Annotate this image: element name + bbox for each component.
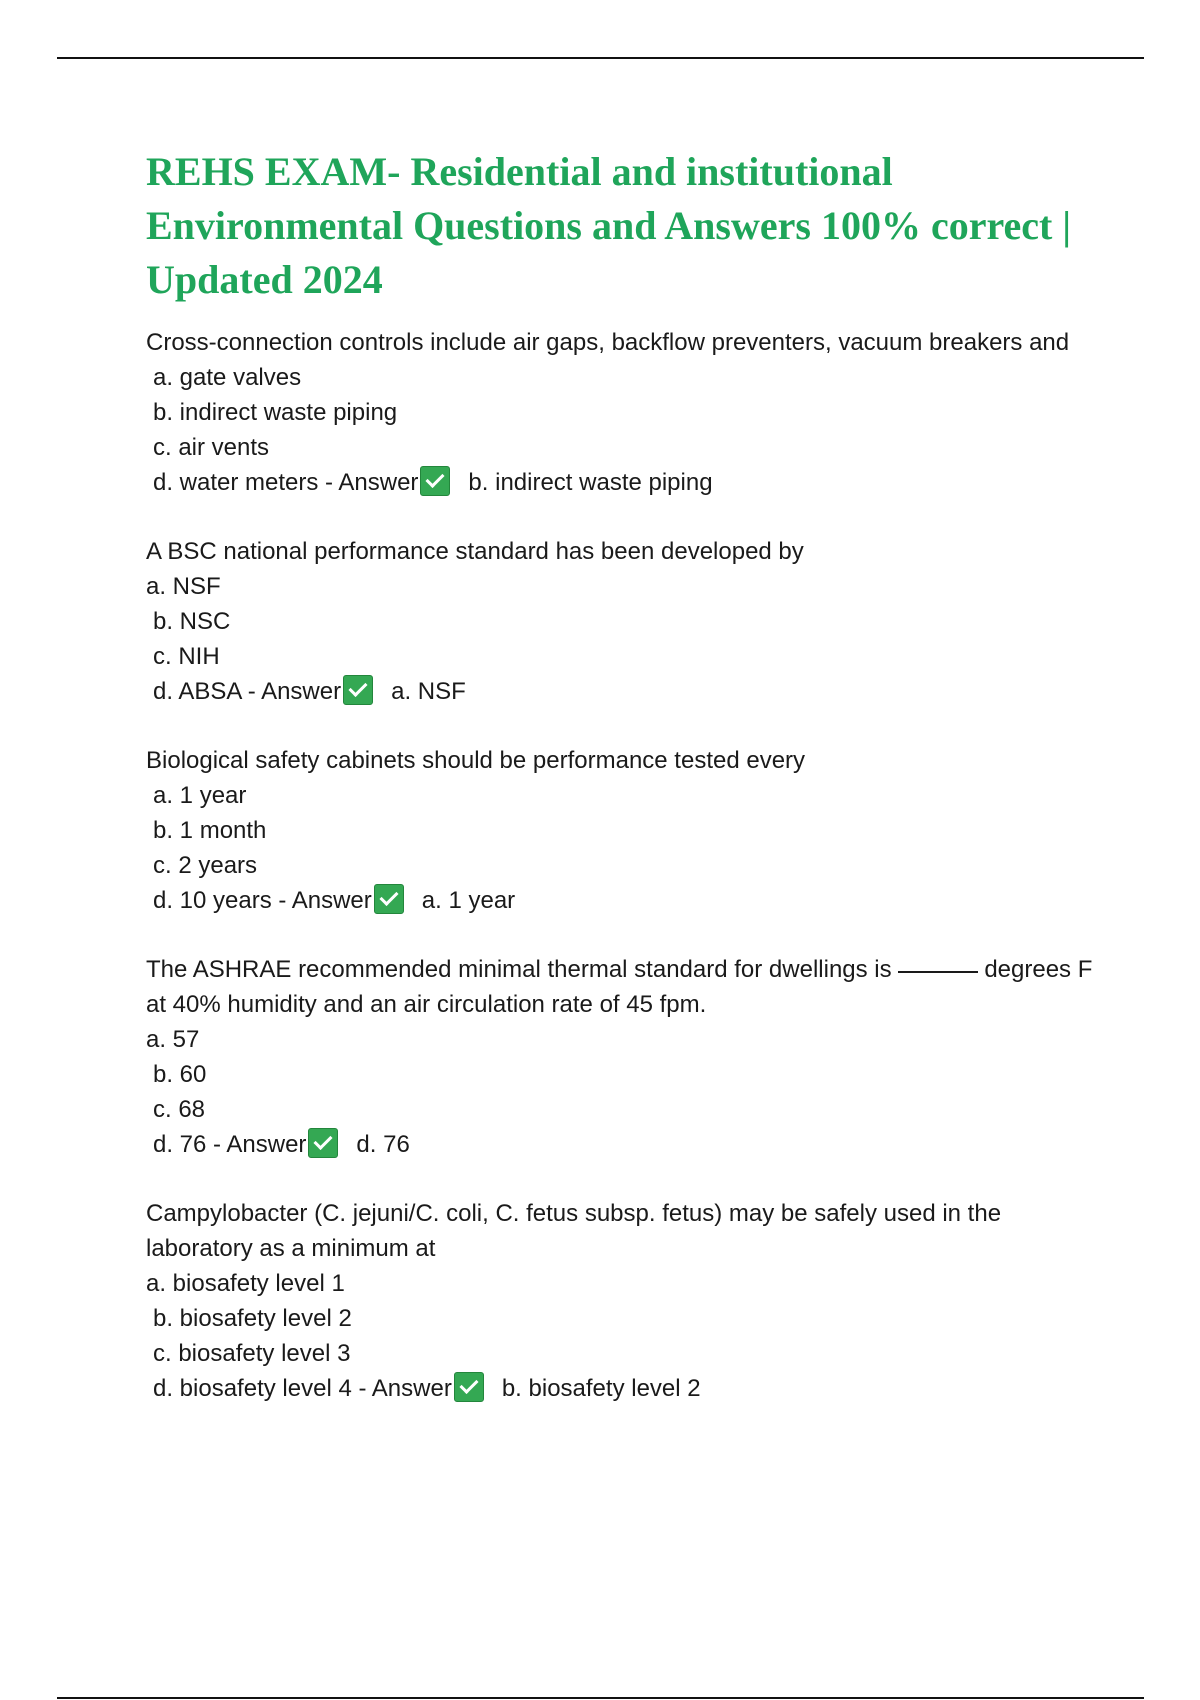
option-d: d. 76 - Answer bbox=[153, 1131, 307, 1158]
option-d: d. water meters - Answer bbox=[153, 469, 419, 496]
option-c: c. biosafety level 3 bbox=[153, 1340, 351, 1367]
option-d: d. biosafety level 4 - Answer bbox=[153, 1375, 452, 1402]
option-b: b. 1 month bbox=[153, 817, 267, 844]
option-d-answer-line bbox=[146, 674, 1106, 709]
question-stem-part-1: The ASHRAE recommended minimal thermal standard for dwellings is bbox=[146, 956, 892, 983]
question-stem: Campylobacter (C. jejuni/C. coli, C. fetus subsp. fetus) may be safely used in the laboratory as a minimum at bbox=[146, 1200, 1002, 1262]
option-c: c. 68 bbox=[153, 1096, 206, 1123]
top-rule bbox=[57, 57, 1144, 59]
question-stem: Cross-connection controls include air gaps, backflow preventers, vacuum breakers and bbox=[146, 329, 1070, 356]
option-d-answer-line bbox=[146, 1127, 1106, 1162]
question-1 bbox=[146, 325, 1106, 500]
check-mark-icon bbox=[420, 466, 450, 496]
fill-in-blank bbox=[898, 971, 978, 973]
option-d: d. 10 years - Answer bbox=[153, 887, 372, 914]
question-stem-part-2: degrees F at 40% humidity and an air circulation rate of 45 fpm. bbox=[146, 956, 1093, 1018]
document-body bbox=[146, 145, 1106, 1440]
option-d-answer-line bbox=[146, 465, 1106, 500]
option-a: a. biosafety level 1 bbox=[146, 1270, 345, 1297]
option-c: c. 2 years bbox=[153, 852, 258, 879]
option-d-answer-line bbox=[146, 883, 1106, 918]
option-c: c. NIH bbox=[153, 643, 220, 670]
question-stem: A BSC national performance standard has been developed by bbox=[146, 538, 804, 565]
document-title: REHS EXAM- Residential and institutional Environmental Questions and Answers 100% correct | Updated 2024 bbox=[146, 149, 1072, 302]
option-a: a. 1 year bbox=[153, 782, 247, 809]
option-c: c. air vents bbox=[153, 434, 270, 461]
option-b: b. NSC bbox=[153, 608, 231, 635]
option-d: d. ABSA - Answer bbox=[153, 678, 342, 705]
bottom-rule bbox=[57, 1697, 1144, 1699]
option-b: b. 60 bbox=[153, 1061, 207, 1088]
option-d-answer-line bbox=[146, 1371, 1106, 1406]
question-4 bbox=[146, 952, 1106, 1162]
question-5 bbox=[146, 1196, 1106, 1406]
check-mark-icon bbox=[454, 1372, 484, 1402]
option-b: b. indirect waste piping bbox=[153, 399, 398, 426]
check-mark-icon bbox=[374, 884, 404, 914]
question-3 bbox=[146, 743, 1106, 918]
correct-answer: a. 1 year bbox=[421, 887, 516, 914]
correct-answer: a. NSF bbox=[391, 678, 466, 705]
correct-answer: d. 76 bbox=[356, 1131, 410, 1158]
question-2 bbox=[146, 534, 1106, 709]
correct-answer: b. indirect waste piping bbox=[468, 469, 713, 496]
question-stem bbox=[146, 952, 1106, 1022]
option-b: b. biosafety level 2 bbox=[153, 1305, 352, 1332]
check-mark-icon bbox=[308, 1128, 338, 1158]
check-mark-icon bbox=[343, 675, 373, 705]
option-a: a. 57 bbox=[146, 1026, 200, 1053]
option-a: a. gate valves bbox=[153, 364, 302, 391]
question-stem: Biological safety cabinets should be performance tested every bbox=[146, 747, 806, 774]
correct-answer: b. biosafety level 2 bbox=[501, 1375, 701, 1402]
option-a: a. NSF bbox=[146, 573, 221, 600]
